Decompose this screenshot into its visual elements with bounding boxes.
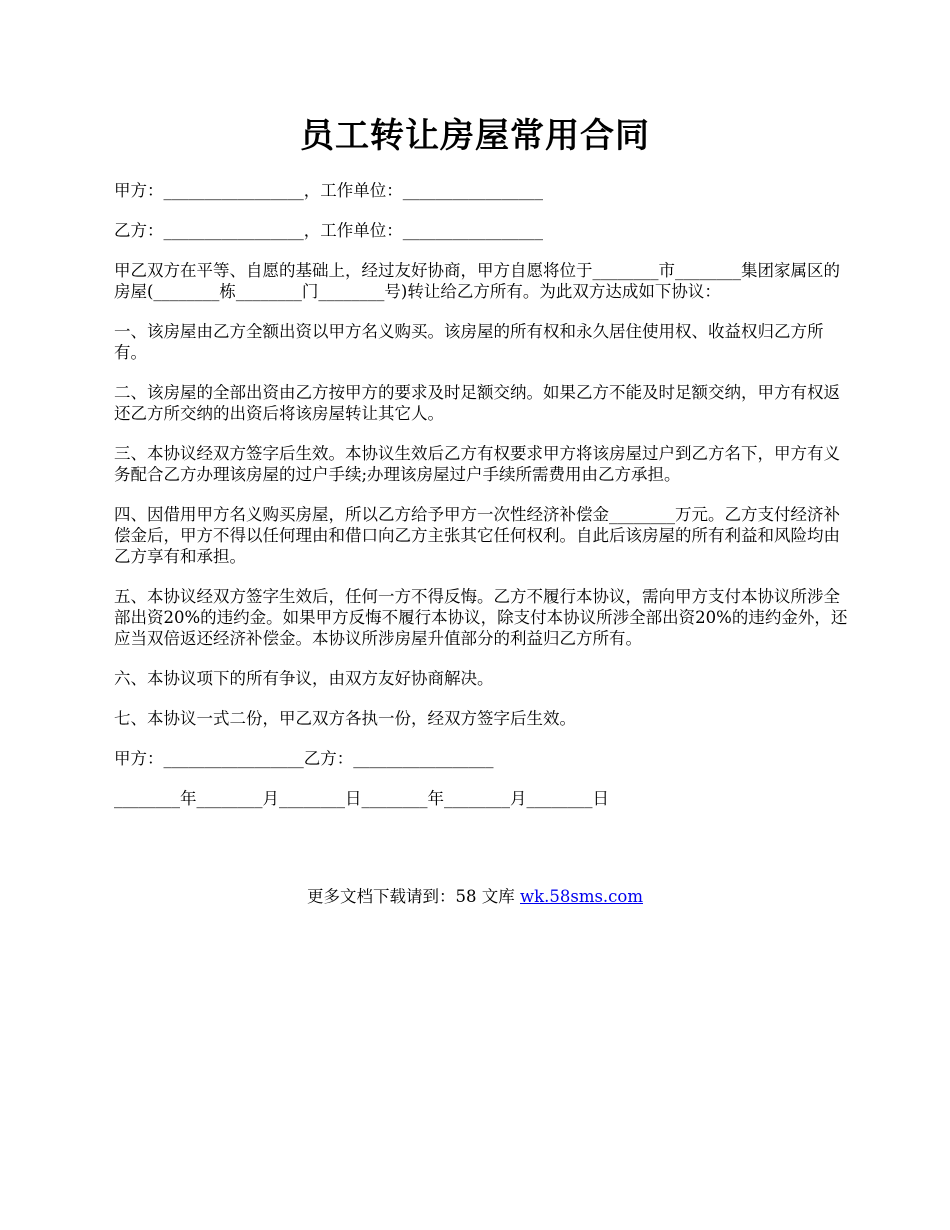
footer-text: 更多文档下载请到：58 文库 — [306, 887, 520, 906]
clause-3: 三、本协议经双方签字后生效。本协议生效后乙方有权要求甲方将该房屋过户到乙方名下，甲方有义务配合乙方办理该房屋的过户手续;办理该房屋过户手续所需费用由乙方承担。 — [114, 444, 840, 484]
party-a-line: 甲方：_________________，工作单位：_________________ — [114, 181, 543, 200]
clause-5: 五、本协议经双方签字生效后，任何一方不得反悔。乙方不履行本协议，需向甲方支付本协议所涉全部出资20%的违约金。如果甲方反悔不履行本协议，除支付本协议所涉全部出资20%的违约金外，还应当双倍返还经济补偿金。本协议所涉房屋升值部分的利益归乙方所有。 — [114, 587, 848, 648]
signature-line: 甲方：_________________乙方：_________________ — [114, 749, 494, 768]
download-footer — [0, 886, 950, 908]
document-title: 员工转让房屋常用合同 — [300, 116, 650, 156]
document-body — [114, 180, 854, 828]
date-line: ________年________月________日________年________月________日 — [114, 789, 609, 808]
clause-4: 四、因借用甲方名义购买房屋，所以乙方给予甲方一次性经济补偿金________万元。乙方支付经济补偿金后，甲方不得以任何理由和借口向乙方主张其它任何权利。自此后该房屋的所有利益和风险均由乙方享有和承担。 — [114, 505, 840, 566]
clause-6: 六、本协议项下的所有争议，由双方友好协商解决。 — [114, 669, 494, 688]
clause-1: 一、该房屋由乙方全额出资以甲方名义购买。该房屋的所有权和永久居住使用权、收益权归乙方所有。 — [114, 322, 824, 362]
clause-7: 七、本协议一式二份，甲乙双方各执一份，经双方签字后生效。 — [114, 709, 576, 728]
party-b-line: 乙方：_________________，工作单位：_________________ — [114, 221, 543, 240]
clause-2: 二、该房屋的全部出资由乙方按甲方的要求及时足额交纳。如果乙方不能及时足额交纳，甲方有权返还乙方所交纳的出资后将该房屋转让其它人。 — [114, 383, 840, 423]
preamble-paragraph: 甲乙双方在平等、自愿的基础上，经过友好协商，甲方自愿将位于________市________集团家属区的房屋(________栋________门________号)转让给乙方所有。为此双方达成如下协议： — [114, 261, 840, 301]
footer-link[interactable]: wk.58sms.com — [519, 887, 643, 906]
